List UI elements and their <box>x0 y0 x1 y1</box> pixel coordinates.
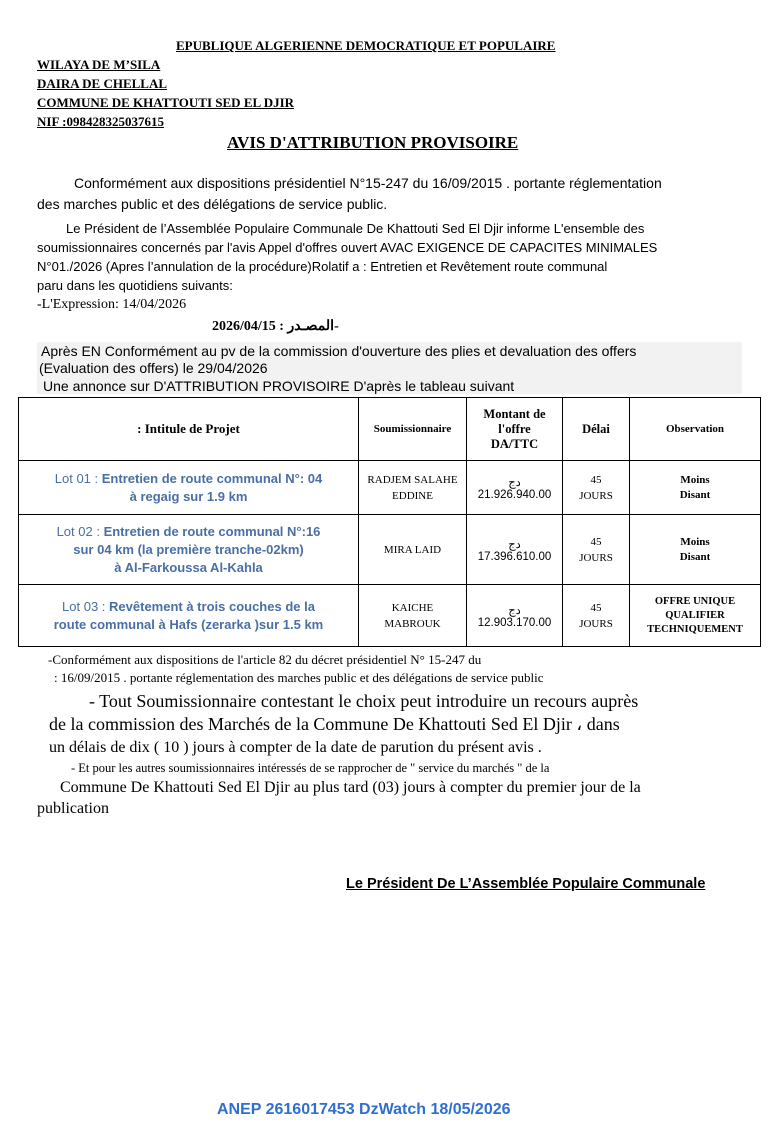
commission-line-3: Une annonce sur D'ATTRIBUTION PROVISOIRE D'après le tableau suivant <box>43 378 515 394</box>
table-row <box>19 515 761 585</box>
lot-1-observation: Moins Disant <box>630 461 761 515</box>
recours-line-2: de la commission des Marchés de la Commune De Khattouti Sed El Djir ، dans <box>49 714 620 734</box>
header-delay: Délai <box>563 398 630 461</box>
attribution-table <box>18 397 761 647</box>
lot-3-observation: OFFRE UNIQUE QUALIFIER TECHNIQUEMENT <box>630 585 761 647</box>
notice-line-1: Le Président de l’Assemblée Populaire Communale De Khattouti Sed El Djir informe L'ensemble des <box>66 221 645 236</box>
table-row <box>19 461 761 515</box>
lot-2-bidder: MIRA LAID <box>359 515 467 585</box>
header-bidder: Soumissionnaire <box>359 398 467 461</box>
notice-line-3: N°01./2026 (Apres l’annulation de la procédure)Rolatif a : Entretien et Revêtement route communal <box>37 259 608 274</box>
header-project: : Intitule de Projet <box>19 398 359 461</box>
others-line-2: Commune De Khattouti Sed El Djir au plus tard (03) jours à compter du premier jour de la <box>60 779 641 796</box>
commission-block <box>37 342 742 394</box>
lot-2-amount: دج 17.396.610.00 <box>467 515 563 585</box>
commission-line-2: (Evaluation des offers) le 29/04/2026 <box>39 360 268 376</box>
source-date: 2026/04/15 : المصـدر- <box>212 319 339 334</box>
expression-source: -L'Expression: 14/04/2026 <box>37 297 187 312</box>
lot-1-project: Lot 01 : Entretien de route communal N°: 04 à regaig sur 1.9 km <box>19 461 359 515</box>
signature-title: Le Président De L’Assemblée Populaire Communale <box>346 876 706 892</box>
intro-line-1: Conformément aux dispositions présidentiel N°15-247 du 16/09/2015 . portante réglementation <box>74 175 662 191</box>
footer-reference: ANEP 2616017453 DzWatch 18/05/2026 <box>217 1101 511 1118</box>
lot-1-amount: دج 21.926.940.00 <box>467 461 563 515</box>
lot-3-amount: دج 12.903.170.00 <box>467 585 563 647</box>
commission-line-1: Après EN Conformément au pv de la commission d'ouverture des plies et devaluation des offers <box>41 343 637 359</box>
others-line-3: publication <box>37 800 109 817</box>
article-line-2: : 16/09/2015 . portante réglementation des marches public et des délégations de service public <box>54 670 544 685</box>
lot-1-delay: 45 JOURS <box>563 461 630 515</box>
table-row <box>19 585 761 647</box>
article-line-1: -Conformément aux dispositions de l'article 82 du décret présidentiel N° 15-247 du <box>48 652 482 667</box>
daira-heading: DAIRA DE CHELLAL <box>37 76 168 91</box>
page-title: AVIS D'ATTRIBUTION PROVISOIRE <box>227 133 519 152</box>
notice-line-4: paru dans les quotidiens suivants: <box>37 278 233 293</box>
lot-3-project: Lot 03 : Revêtement à trois couches de la route communal à Hafs (zerarka )sur 1.5 km <box>19 585 359 647</box>
others-line-1: - Et pour les autres soumissionnaires intéressés de se rapprocher de " service du marchés " de la <box>71 761 550 775</box>
commune-heading: COMMUNE DE KHATTOUTI SED EL DJIR <box>37 95 295 110</box>
header-observation: Observation <box>630 398 761 461</box>
lot-2-delay: 45 JOURS <box>563 515 630 585</box>
intro-line-2: des marches public et des délégations de service public. <box>37 196 388 212</box>
lot-2-observation: Moins Disant <box>630 515 761 585</box>
republic-heading: EPUBLIQUE ALGERIENNE DEMOCRATIQUE ET POPULAIRE <box>176 38 556 53</box>
nif-heading: NIF :098428325037615 <box>37 114 164 129</box>
header-amount: Montant de l'offre DA/TTC <box>467 398 563 461</box>
lot-3-bidder: KAICHE MABROUK <box>359 585 467 647</box>
lot-1-bidder: RADJEM SALAHE EDDINE <box>359 461 467 515</box>
recours-line-3: un délais de dix ( 10 ) jours à compter de la date de parution du présent avis . <box>49 739 542 756</box>
lot-3-delay: 45 JOURS <box>563 585 630 647</box>
lot-2-project: Lot 02 : Entretien de route communal N°:16 sur 04 km (la première tranche-02km) à Al-Farkoussa Al-Kahla <box>19 515 359 585</box>
table-header-row <box>19 398 761 461</box>
recours-line-1: - Tout Soumissionnaire contestant le choix peut introduire un recours auprès <box>89 691 639 711</box>
notice-line-2: soumissionnaires concernés par l'avis Appel d'offres ouvert AVAC EXIGENCE DE CAPACITES MINIMALES <box>37 240 658 255</box>
wilaya-heading: WILAYA DE M’SILA <box>37 57 161 72</box>
